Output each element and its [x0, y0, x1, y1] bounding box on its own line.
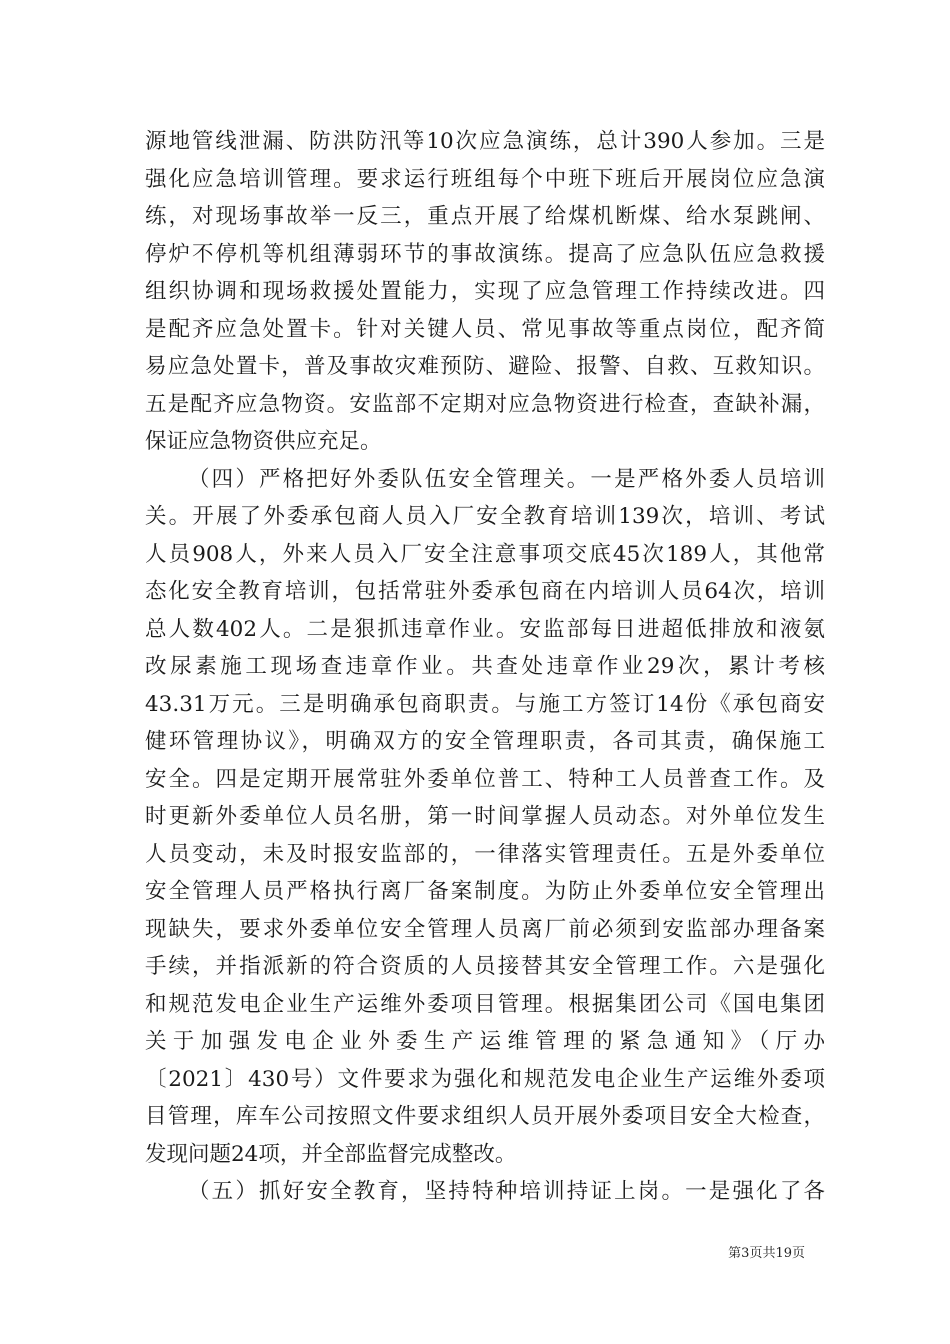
text-line: 〔2021〕430号）文件要求为强化和规范发电企业生产运维外委项 — [145, 1066, 825, 1092]
text-line: 练，对现场事故举一反三，重点开展了给煤机断煤、给水泵跳闸、 — [145, 204, 825, 229]
text-line: 强化应急培训管理。要求运行班组每个中班下班后开展岗位应急演 — [145, 166, 825, 192]
text-line: 改尿素施工现场查违章作业。共查处违章作业29次，累计考核 — [145, 654, 825, 679]
text-line: （五）抓好安全教育，坚持特种培训持证上岗。一是强化了各 — [188, 1179, 825, 1204]
text-line: 总人数402人。二是狠抓违章作业。安监部每日进超低排放和液氨 — [145, 616, 825, 642]
text-line: 时更新外委单位人员名册，第一时间掌握人员动态。对外单位发生 — [145, 804, 825, 829]
text-line: 现缺失，要求外委单位安全管理人员离厂前必须到安监部办理备案 — [145, 916, 825, 942]
text-line: 是配齐应急处置卡。针对关键人员、常见事故等重点岗位，配齐简 — [145, 316, 825, 342]
text-line: 发现问题24项，并全部监督完成整改。 — [145, 1141, 517, 1167]
text-line: 关于加强发电企业外委生产运维管理的紧急通知》（厅办 — [145, 1029, 825, 1054]
text-line: 关。开展了外委承包商人员入厂安全教育培训139次，培训、考试 — [145, 504, 825, 529]
text-line: 易应急处置卡，普及事故灾难预防、避险、报警、自救、互救知识。 — [145, 354, 825, 379]
text-line: 和规范发电企业生产运维外委项目管理。根据集团公司《国电集团 — [145, 991, 825, 1017]
text-line: 43.31万元。三是明确承包商职责。与施工方签订14份《承包商安 — [145, 691, 825, 717]
text-line: 组织协调和现场救援处置能力，实现了应急管理工作持续改进。四 — [145, 279, 825, 304]
text-line: 安全管理人员严格执行离厂备案制度。为防止外委单位安全管理出 — [145, 879, 825, 904]
text-line: 手续，并指派新的符合资质的人员接替其安全管理工作。六是强化 — [145, 954, 825, 979]
text-line: 源地管线泄漏、防洪防汛等10次应急演练，总计390人参加。三是 — [145, 129, 825, 154]
text-line: 人员变动，未及时报安监部的，一律落实管理责任。五是外委单位 — [145, 841, 825, 867]
text-line: 目管理，库车公司按照文件要求组织人员开展外委项目安全大检查， — [145, 1104, 825, 1129]
text-line: 人员908人，外来人员入厂安全注意事项交底45次189人，其他常 — [145, 541, 825, 567]
text-line: 健环管理协议》，明确双方的安全管理职责，各司其责，确保施工 — [145, 729, 825, 754]
text-line: （四）严格把好外委队伍安全管理关。一是严格外委人员培训 — [188, 466, 825, 492]
page-number-footer: 第3页共19页 — [728, 1246, 805, 1261]
text-line: 停炉不停机等机组薄弱环节的事故演练。提高了应急队伍应急救援 — [145, 241, 825, 267]
text-line: 保证应急物资供应充足。 — [145, 429, 382, 454]
body-text — [145, 123, 825, 1211]
text-line: 安全。四是定期开展常驻外委单位普工、特种工人员普查工作。及 — [145, 766, 825, 792]
text-line: 五是配齐应急物资。安监部不定期对应急物资进行检查，查缺补漏， — [145, 391, 825, 417]
text-line: 态化安全教育培训，包括常驻外委承包商在内培训人员64次，培训 — [145, 579, 825, 604]
